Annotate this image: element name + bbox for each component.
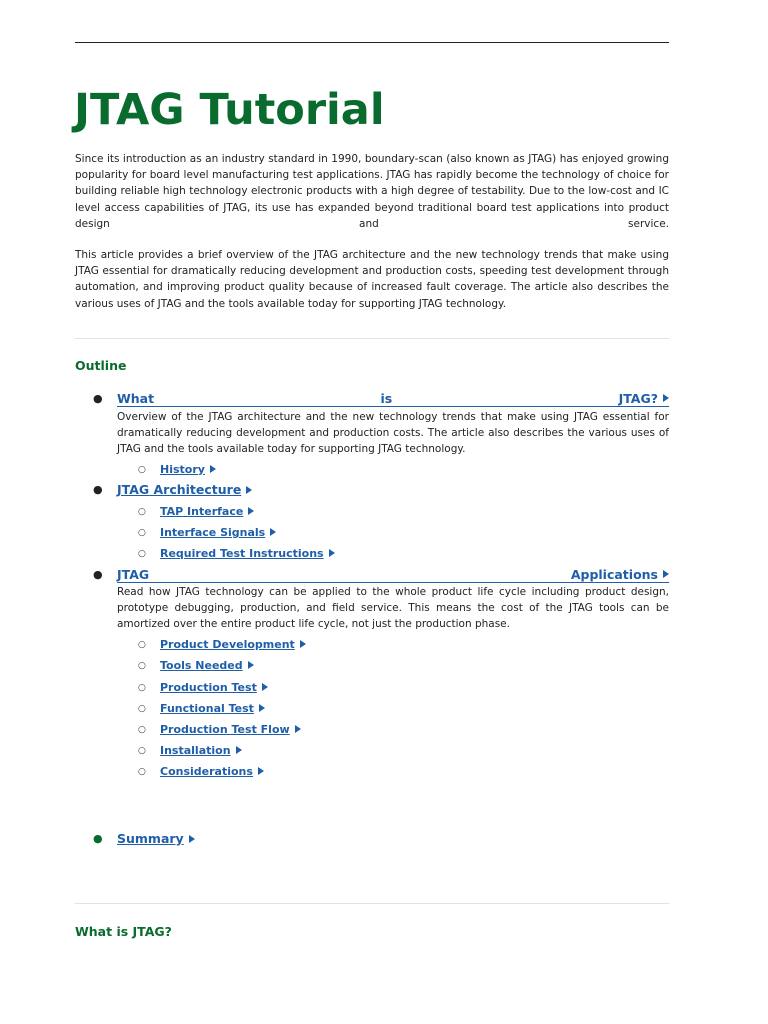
link-label: Summary (117, 831, 184, 846)
bullet-icon: ● (93, 483, 103, 496)
arrow-right-icon (258, 767, 264, 775)
link-word: Applications (570, 567, 658, 582)
outline-link-history[interactable] (160, 463, 216, 476)
link-label: Tools Needed (160, 659, 243, 672)
arrow-right-icon (259, 704, 265, 712)
outline-link-required-test-instructions[interactable] (160, 547, 335, 560)
top-divider (75, 42, 669, 43)
bullet-icon: ● (93, 832, 103, 845)
link-word: JTAG (117, 567, 150, 582)
arrow-right-icon (248, 661, 254, 669)
section-divider (75, 338, 669, 339)
outline-link-interface-signals[interactable] (160, 526, 276, 539)
arrow-right-icon (329, 549, 335, 557)
arrow-right-icon (248, 507, 254, 515)
outline-link-what-is-jtag[interactable] (117, 392, 669, 407)
link-word-end (571, 568, 669, 582)
section-heading-what-is-jtag: What is JTAG? (75, 924, 172, 939)
link-label: History (160, 463, 205, 476)
circle-bullet-icon: ○ (138, 528, 146, 538)
circle-bullet-icon: ○ (138, 767, 146, 777)
arrow-right-icon (246, 486, 252, 494)
outline-link-jtag-applications[interactable] (117, 568, 669, 583)
circle-bullet-icon: ○ (138, 465, 146, 475)
link-label: Product Development (160, 638, 295, 651)
arrow-right-icon (262, 683, 268, 691)
circle-bullet-icon: ○ (138, 549, 146, 559)
link-label: Interface Signals (160, 526, 266, 539)
circle-bullet-icon: ○ (138, 704, 146, 714)
page-title: JTAG Tutorial (74, 85, 385, 135)
intro-paragraph-1: Since its introduction as an industry standard in 1990, boundary-scan (also known as JTAG) has enjoyed growing popularity for board level manufacturing test applications. JTAG has rapidly become the technology of choice for building reliable high technology electronic products with a high degree of testability. Due to the low-cost and IC level access capabilities of JTAG, its use has expanded beyond traditional board test applications into product design and service. (75, 153, 669, 230)
outline-link-considerations[interactable] (160, 765, 264, 778)
arrow-right-icon (295, 725, 301, 733)
circle-bullet-icon: ○ (138, 640, 146, 650)
circle-bullet-icon: ○ (138, 507, 146, 517)
section-divider (75, 903, 669, 904)
link-label: Functional Test (160, 702, 254, 715)
outline-link-functional-test[interactable] (160, 702, 265, 715)
link-label: Production Test Flow (160, 723, 290, 736)
jtag-applications-description: Read how JTAG technology can be applied to the whole product life cycle including product design, prototype debugging, production, and field service. This means the cost of the JTAG tools can be amortized over the entire product life cycle, not just the production phase. (117, 586, 669, 631)
arrow-right-icon (189, 835, 195, 843)
circle-bullet-icon: ○ (138, 683, 146, 693)
outline-link-summary[interactable] (117, 831, 195, 846)
outline-link-production-test[interactable] (160, 681, 268, 694)
link-label: Considerations (160, 765, 253, 778)
link-word-end (619, 392, 669, 406)
outline-link-jtag-architecture[interactable] (117, 482, 252, 497)
link-label: Installation (160, 744, 231, 757)
link-label: JTAG Architecture (117, 482, 242, 497)
outline-heading: Outline (75, 358, 127, 373)
outline-link-production-test-flow[interactable] (160, 723, 301, 736)
link-word: is (380, 391, 393, 406)
link-word: What (117, 391, 155, 406)
what-is-jtag-description: Overview of the JTAG architecture and the new technology trends that make using JTAG essential for dramatically reducing development and production costs. The article also describes the various uses of JTAG and the tools available today for supporting JTAG technology. (117, 411, 669, 456)
bullet-icon: ● (93, 568, 103, 581)
arrow-right-icon (270, 528, 276, 536)
arrow-right-icon (210, 465, 216, 473)
circle-bullet-icon: ○ (138, 746, 146, 756)
link-word: JTAG? (618, 391, 658, 406)
link-label: TAP Interface (160, 505, 244, 518)
outline-link-installation[interactable] (160, 744, 242, 757)
circle-bullet-icon: ○ (138, 661, 146, 671)
link-label: Production Test (160, 681, 257, 694)
intro-paragraph-2: This article provides a brief overview of the JTAG architecture and the new technology trends that make using JTAG essential for dramatically reducing development and production costs, speeding test development through automation, and improving product quality because of increased fault coverage. The article also describes the various uses of JTAG and the tools available today for supporting JTAG technology. (75, 249, 669, 310)
arrow-right-icon (663, 570, 669, 578)
arrow-right-icon (300, 640, 306, 648)
arrow-right-icon (663, 394, 669, 402)
circle-bullet-icon: ○ (138, 725, 146, 735)
outline-link-tap-interface[interactable] (160, 505, 254, 518)
outline-link-product-development[interactable] (160, 638, 306, 651)
link-label: Required Test Instructions (160, 547, 324, 560)
bullet-icon: ● (93, 392, 103, 405)
arrow-right-icon (236, 746, 242, 754)
outline-link-tools-needed[interactable] (160, 659, 254, 672)
